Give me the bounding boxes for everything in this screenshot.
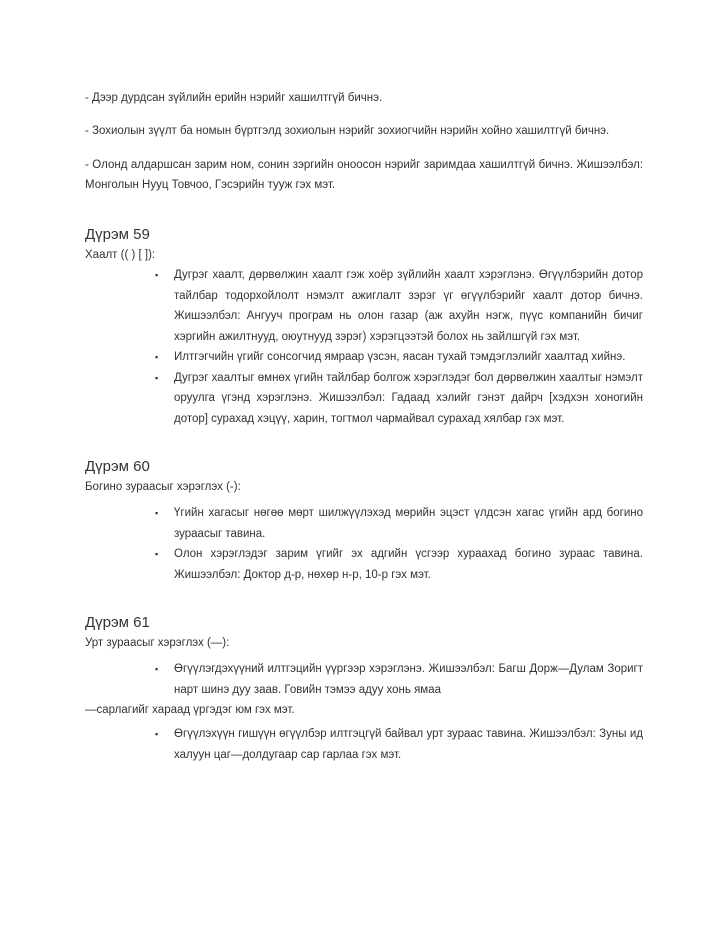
bullet-icon: ▪: [155, 352, 159, 362]
intro-paragraph-3: - Олонд алдаршсан зарим ном, сонин зэргийн оноосон нэрийг заримдаа хашилтгүй бичнэ. Жишээлбэл: Монголын Нууц Товчоо, Гэсэрийн тууж гэх мэт.: [85, 159, 643, 191]
list-item: [85, 544, 643, 585]
list-item-text: Үгийн хагасыг нөгөө мөрт шилжүүлэхэд мөрийн эцэст үлдсэн хагас үгийн ард богино зураасыг тавина.: [174, 507, 643, 540]
rule-61-heading: Дүрэм 61: [85, 614, 150, 631]
bullet-icon: ▪: [155, 372, 159, 383]
list-item: [85, 659, 643, 700]
rule-61-list: [85, 659, 643, 700]
document-page: [85, 88, 643, 765]
intro-paragraph-1: - Дээр дурдсан зүйлийн ерийн нэрийг хашилтгүй бичнэ.: [85, 92, 383, 104]
list-item: [85, 368, 643, 430]
list-item-text: Өгүүлэгдэхүүний илтгэцийн үүргээр хэрэглэнэ. Жишээлбэл: Багш Дорж—Дулам Зоригт нарт шинэ дуу заав. Говийн тэмээ адуу хонь ямаа: [174, 663, 643, 696]
rule-59-list: [85, 265, 643, 429]
bullet-icon: ▪: [155, 664, 159, 674]
list-item-continuation: —сарлагийг хараад үргэдэг юм гэх мэт.: [85, 704, 295, 716]
bullet-icon: ▪: [155, 508, 159, 518]
rule-60-subtitle: Богино зураасыг хэрэглэх (-):: [85, 481, 241, 493]
rule-59-heading: Дүрэм 59: [85, 226, 150, 243]
bullet-icon: ▪: [155, 270, 159, 280]
rule-60-list: [85, 503, 643, 585]
rule-61-list-2: [85, 724, 643, 765]
list-item-text: Илтгэгчийн үгийг сонсогчид ямраар үзсэн, яасан тухай тэмдэглэлийг хаалтад хийнэ.: [174, 351, 626, 363]
rule-59-subtitle: Хаалт (( ) [ ]):: [85, 249, 156, 261]
rule-61-subtitle: Урт зураасыг хэрэглэх (—):: [85, 637, 230, 649]
list-item-text: Олон хэрэглэдэг зарим үгийг эх адгийн үсгээр хураахад богино зураас тавина. Жишээлбэл: Доктор д-р, нөхөр н-р, 10-р гэх мэт.: [174, 548, 643, 581]
bullet-icon: ▪: [155, 549, 159, 559]
bullet-icon: ▪: [155, 729, 159, 739]
list-item: [85, 724, 643, 765]
intro-paragraph-2: - Зохиолын зүүлт ба номын бүртгэлд зохиолын нэрийг зохиогчийн нэрийн хойно хашилтгүй бичнэ.: [85, 125, 610, 137]
list-item: [85, 265, 643, 347]
rule-60-heading: Дүрэм 60: [85, 458, 150, 475]
list-item-text: Дугрэг хаалт, дөрвөлжин хаалт гэж хоёр зүйлийн хаалт хэрэглэнэ. Өгүүлбэрийн дотор тайлбар тодорхойлолт нэмэлт ажиглалт зэрэг үг өгүүлбэрийг хаалт дотор бичнэ. Жишээлбэл: Ангууч програм нь олон газар (аж ахуйн нэгж, пүүс компанийн бичиг хэргийн ажилтнууд, оюутнууд зэрэг) хэрэгцээтэй болох нь зайлшгүй гэх мэт.: [174, 269, 643, 343]
list-item-text: Дугрэг хаалтыг өмнөх үгийн тайлбар болгож хэрэглэдэг бол дөрвөлжин хаалтыг нэмэлт оруулга үгэнд хэрэглэнэ. Жишээлбэл: Гадаад хэлийг гэнэт дайрч [хэдхэн хоногийн дотор] сурахад хэцүү, харин, тогтмол чармайвал сурахад хялбар гэх мэт.: [174, 371, 643, 425]
list-item: [85, 503, 643, 544]
list-item-text: Өгүүлэхүүн гишүүн өгүүлбэр илтгэцгүй байвал урт зураас тавина. Жишээлбэл: Зуны ид халуун цаг—долдугаар сар гарлаа гэх мэт.: [174, 728, 643, 761]
list-item: [85, 347, 643, 368]
